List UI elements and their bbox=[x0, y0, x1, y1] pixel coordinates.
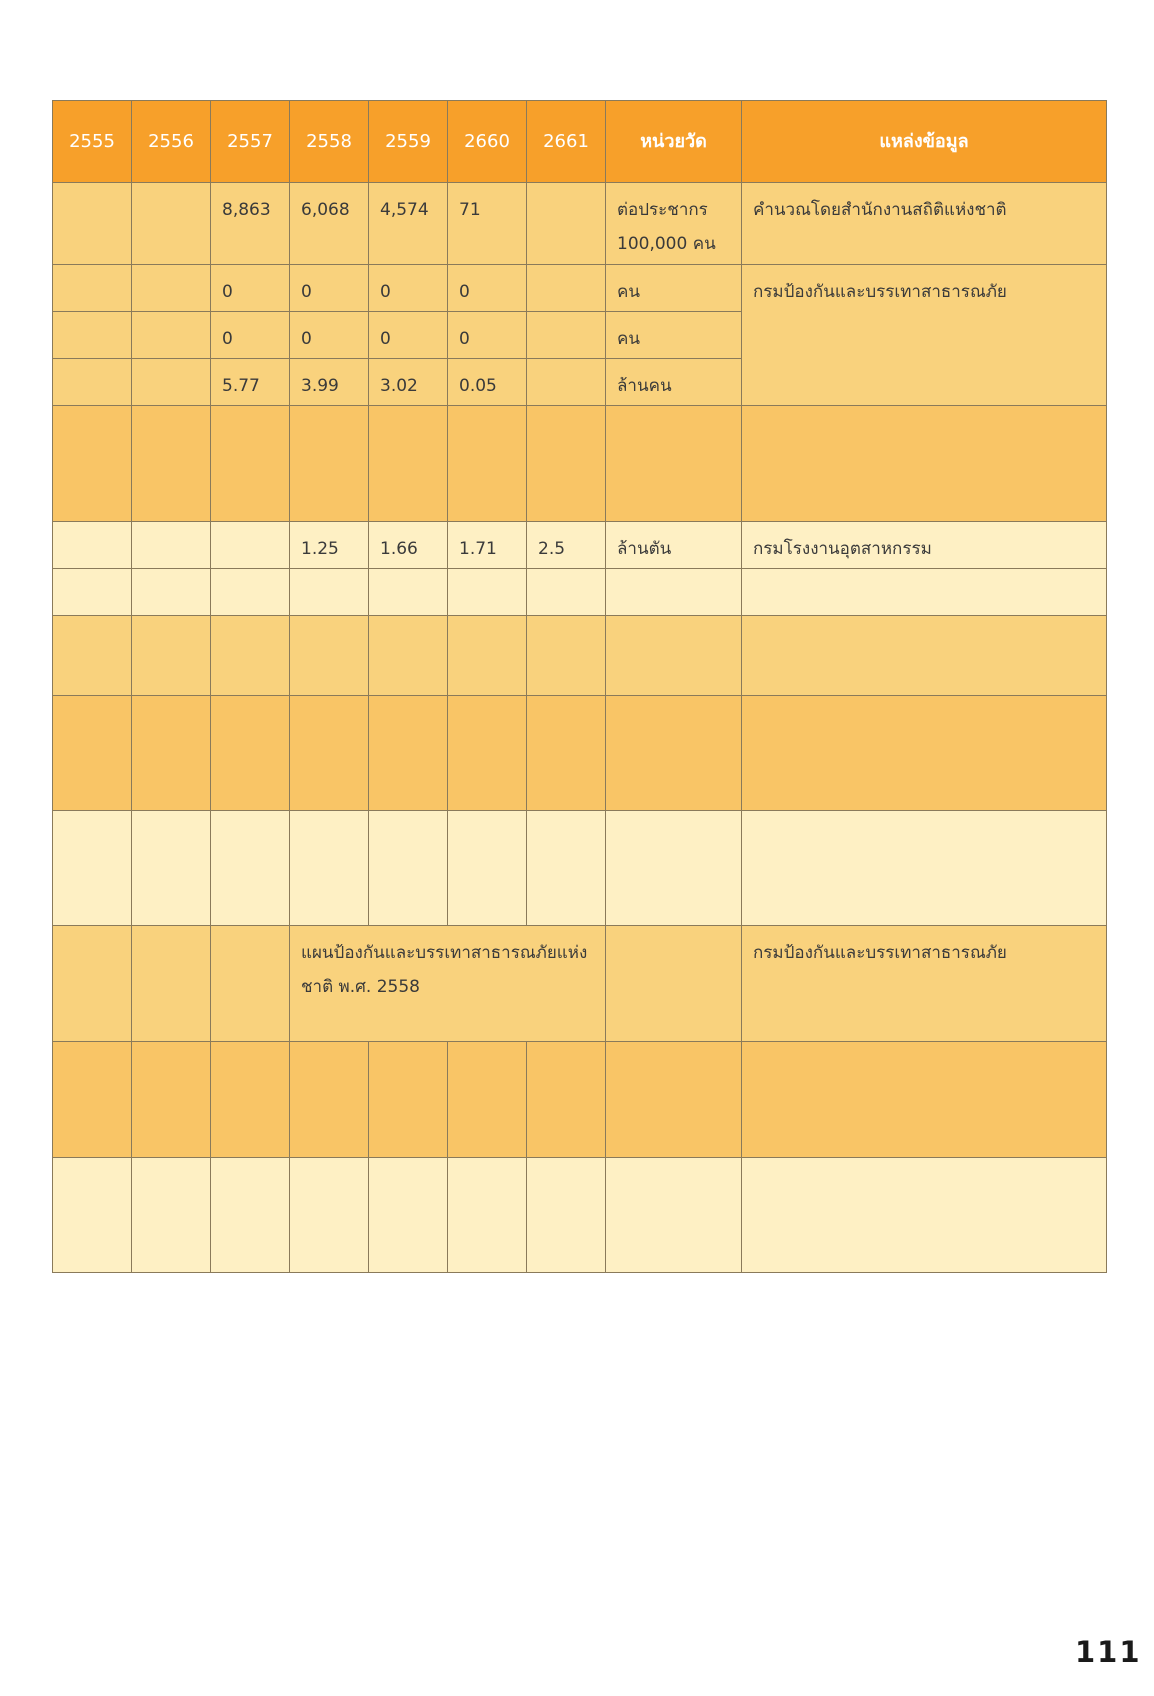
cell bbox=[527, 569, 606, 616]
cell bbox=[448, 811, 527, 926]
cell bbox=[211, 406, 290, 522]
header-source: แหล่งข้อมูล bbox=[742, 101, 1107, 183]
cell-2660: 0.05 bbox=[448, 359, 527, 406]
cell bbox=[211, 569, 290, 616]
cell bbox=[448, 1042, 527, 1158]
cell bbox=[369, 696, 448, 811]
indicator-table bbox=[52, 100, 1107, 1273]
cell bbox=[742, 616, 1107, 696]
cell bbox=[527, 696, 606, 811]
cell bbox=[369, 811, 448, 926]
table-row bbox=[53, 183, 1107, 265]
cell bbox=[53, 1042, 132, 1158]
cell bbox=[290, 406, 369, 522]
table-row bbox=[53, 1158, 1107, 1273]
cell bbox=[53, 522, 132, 569]
page-number: 111 bbox=[1075, 1635, 1142, 1669]
cell bbox=[132, 1042, 211, 1158]
cell bbox=[527, 406, 606, 522]
cell bbox=[742, 811, 1107, 926]
table-row bbox=[53, 569, 1107, 616]
cell-2558: 3.99 bbox=[290, 359, 369, 406]
header-2556: 2556 bbox=[132, 101, 211, 183]
cell-2660: 71 bbox=[448, 183, 527, 265]
cell-2660: 0 bbox=[448, 312, 527, 359]
cell bbox=[448, 1158, 527, 1273]
cell-2559: 0 bbox=[369, 265, 448, 312]
cell bbox=[742, 1158, 1107, 1273]
cell bbox=[132, 406, 211, 522]
cell bbox=[742, 406, 1107, 522]
cell bbox=[290, 569, 369, 616]
cell bbox=[606, 926, 742, 1042]
cell-2558: 1.25 bbox=[290, 522, 369, 569]
cell bbox=[290, 1042, 369, 1158]
cell bbox=[448, 406, 527, 522]
header-2557: 2557 bbox=[211, 101, 290, 183]
header-2558: 2558 bbox=[290, 101, 369, 183]
cell-source: คำนวณโดยสำนักงานสถิติแห่งชาติ bbox=[742, 183, 1107, 265]
cell-2559: 0 bbox=[369, 312, 448, 359]
cell bbox=[742, 569, 1107, 616]
cell bbox=[527, 1158, 606, 1273]
cell bbox=[211, 522, 290, 569]
cell-unit: ต่อประชากร 100,000 คน bbox=[606, 183, 742, 265]
cell bbox=[606, 1158, 742, 1273]
cell bbox=[606, 696, 742, 811]
cell-2559: 1.66 bbox=[369, 522, 448, 569]
header-2555: 2555 bbox=[53, 101, 132, 183]
cell bbox=[369, 616, 448, 696]
header-2660: 2660 bbox=[448, 101, 527, 183]
cell bbox=[53, 265, 132, 312]
cell-unit: ล้านคน bbox=[606, 359, 742, 406]
table-row bbox=[53, 926, 1107, 1042]
cell bbox=[211, 1042, 290, 1158]
cell bbox=[132, 1158, 211, 1273]
cell-2557: 5.77 bbox=[211, 359, 290, 406]
cell bbox=[53, 312, 132, 359]
cell bbox=[211, 696, 290, 811]
cell-2660: 0 bbox=[448, 265, 527, 312]
cell bbox=[132, 312, 211, 359]
cell bbox=[53, 616, 132, 696]
cell bbox=[290, 1158, 369, 1273]
cell bbox=[132, 183, 211, 265]
cell bbox=[606, 569, 742, 616]
cell-source: กรมป้องกันและบรรเทาสาธารณภัย bbox=[742, 926, 1107, 1042]
cell bbox=[369, 569, 448, 616]
cell bbox=[53, 696, 132, 811]
cell-source: กรมโรงงานอุตสาหกรรม bbox=[742, 522, 1107, 569]
table-row bbox=[53, 616, 1107, 696]
cell bbox=[369, 1042, 448, 1158]
cell bbox=[527, 1042, 606, 1158]
table-row bbox=[53, 265, 1107, 312]
cell-plan: แผนป้องกันและบรรเทาสาธารณภัยแห่งชาติ พ.ศ. 2558 bbox=[290, 926, 606, 1042]
cell bbox=[211, 1158, 290, 1273]
cell bbox=[606, 1042, 742, 1158]
table-row bbox=[53, 522, 1107, 569]
cell-source: กรมป้องกันและบรรเทาสาธารณภัย bbox=[742, 265, 1107, 406]
cell bbox=[211, 616, 290, 696]
cell bbox=[448, 569, 527, 616]
header-unit: หน่วยวัด bbox=[606, 101, 742, 183]
cell bbox=[53, 359, 132, 406]
cell bbox=[290, 616, 369, 696]
table-row bbox=[53, 1042, 1107, 1158]
cell bbox=[53, 183, 132, 265]
cell bbox=[53, 811, 132, 926]
header-2559: 2559 bbox=[369, 101, 448, 183]
cell bbox=[527, 312, 606, 359]
cell bbox=[527, 183, 606, 265]
cell bbox=[53, 926, 132, 1042]
cell bbox=[527, 359, 606, 406]
cell bbox=[369, 406, 448, 522]
cell bbox=[132, 926, 211, 1042]
table-row bbox=[53, 811, 1107, 926]
cell-2661: 2.5 bbox=[527, 522, 606, 569]
table-row bbox=[53, 696, 1107, 811]
cell-2559: 4,574 bbox=[369, 183, 448, 265]
cell bbox=[132, 265, 211, 312]
cell bbox=[132, 569, 211, 616]
cell bbox=[527, 616, 606, 696]
cell-2559: 3.02 bbox=[369, 359, 448, 406]
cell bbox=[132, 811, 211, 926]
cell-2660: 1.71 bbox=[448, 522, 527, 569]
cell bbox=[53, 406, 132, 522]
cell bbox=[290, 696, 369, 811]
cell-2557: 8,863 bbox=[211, 183, 290, 265]
cell bbox=[527, 265, 606, 312]
cell bbox=[606, 811, 742, 926]
cell bbox=[132, 616, 211, 696]
cell-2557: 0 bbox=[211, 265, 290, 312]
cell bbox=[53, 1158, 132, 1273]
table-row bbox=[53, 406, 1107, 522]
cell bbox=[132, 522, 211, 569]
cell bbox=[742, 1042, 1107, 1158]
header-2661: 2661 bbox=[527, 101, 606, 183]
cell bbox=[448, 616, 527, 696]
cell bbox=[448, 696, 527, 811]
cell-unit: ล้านตัน bbox=[606, 522, 742, 569]
cell bbox=[527, 811, 606, 926]
cell bbox=[606, 616, 742, 696]
cell-2557: 0 bbox=[211, 312, 290, 359]
cell bbox=[53, 569, 132, 616]
cell bbox=[211, 926, 290, 1042]
cell bbox=[132, 359, 211, 406]
cell bbox=[290, 811, 369, 926]
cell bbox=[606, 406, 742, 522]
cell-2558: 0 bbox=[290, 312, 369, 359]
cell-2558: 6,068 bbox=[290, 183, 369, 265]
cell bbox=[369, 1158, 448, 1273]
cell bbox=[211, 811, 290, 926]
cell-unit: คน bbox=[606, 312, 742, 359]
cell bbox=[742, 696, 1107, 811]
cell bbox=[132, 696, 211, 811]
cell-unit: คน bbox=[606, 265, 742, 312]
header-row bbox=[53, 101, 1107, 183]
cell-2558: 0 bbox=[290, 265, 369, 312]
